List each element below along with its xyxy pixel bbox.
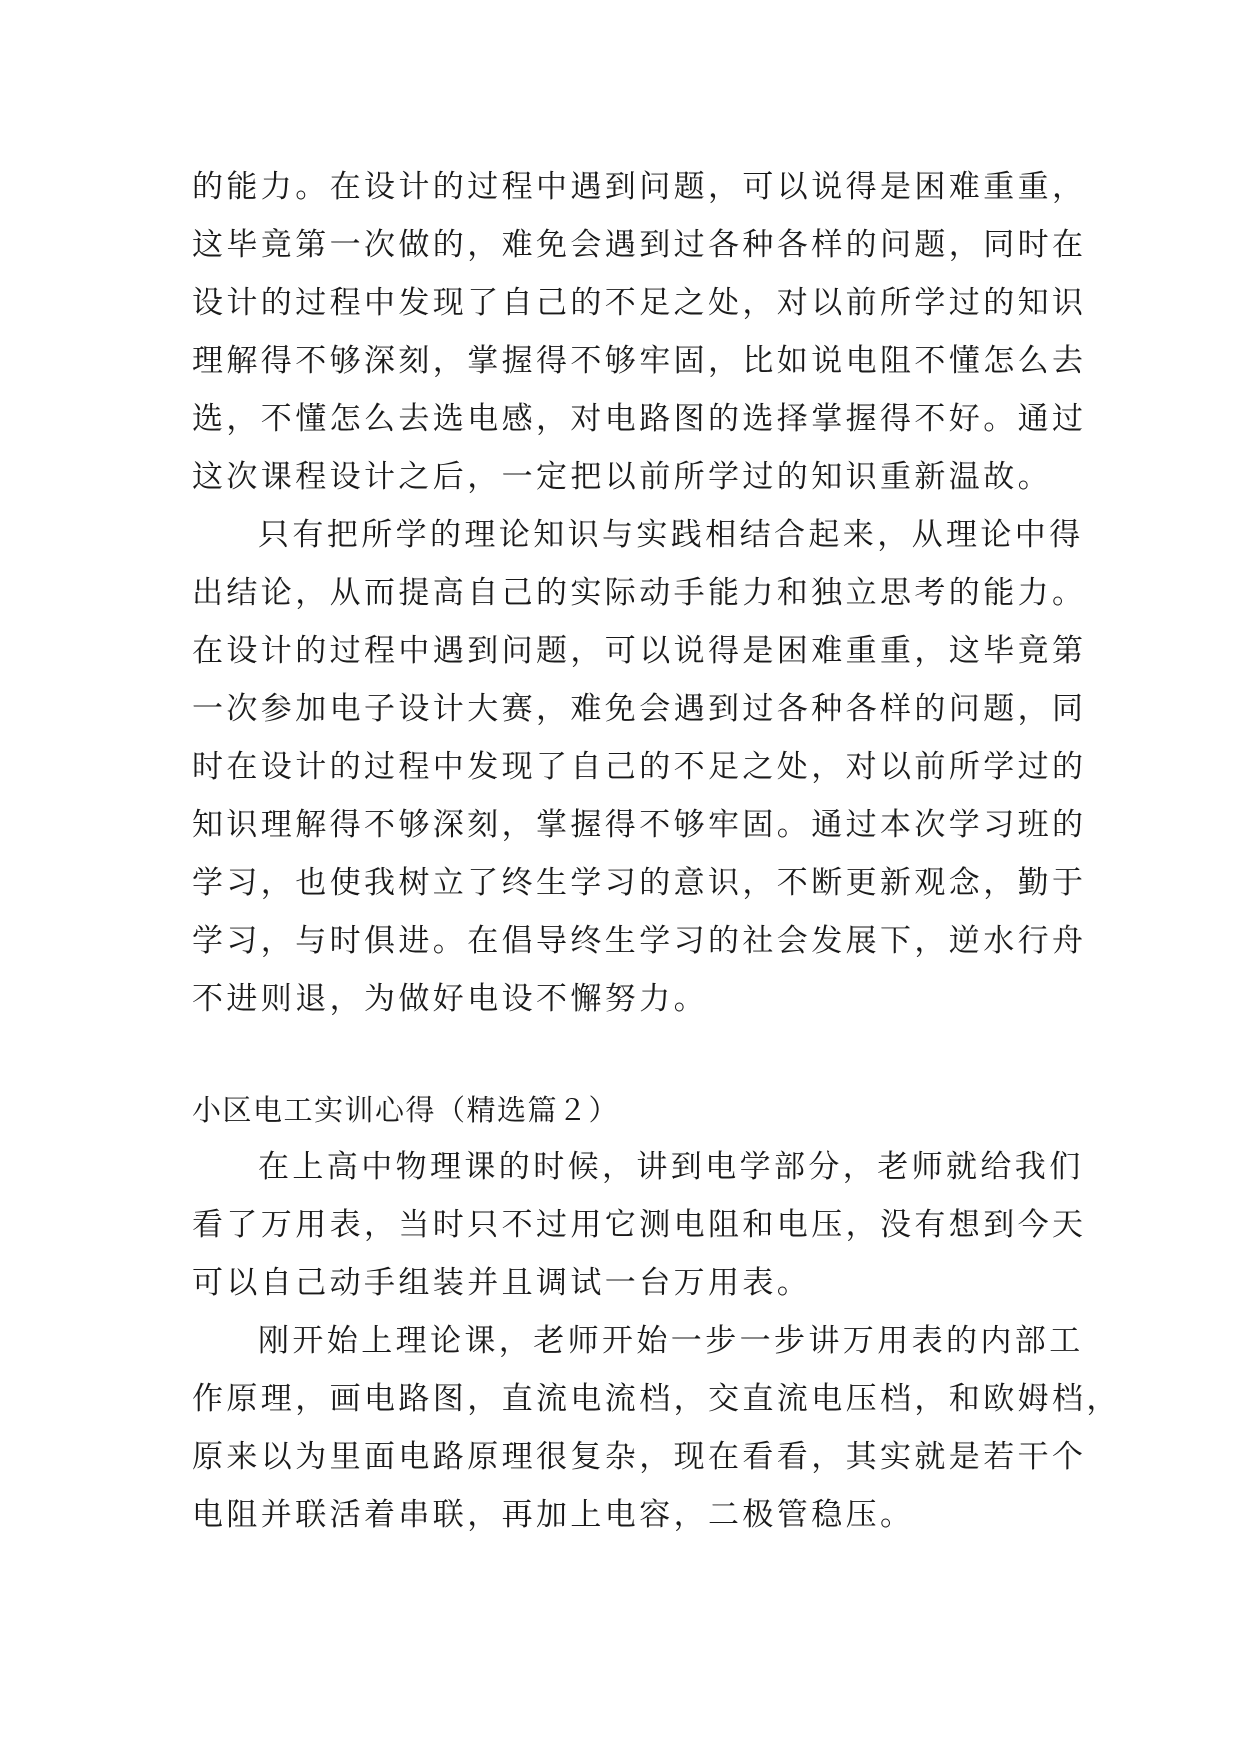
paragraph-line: 的能力。在设计的过程中遇到问题，可以说得是困难重重， xyxy=(192,169,1087,205)
paragraph-line: 出结论，从而提高自己的实际动手能力和独立思考的能力。 xyxy=(192,575,1087,611)
paragraph-line: 刚开始上理论课，老师开始一步一步讲万用表的内部工 xyxy=(258,1323,1084,1359)
paragraph xyxy=(192,506,1087,1028)
paragraph-line: 在设计的过程中遇到问题，可以说得是困难重重，这毕竟第 xyxy=(192,633,1087,669)
paragraph-line: 理解得不够深刻，掌握得不够牢固，比如说电阻不懂怎么去 xyxy=(192,343,1087,379)
section-heading: 小区电工实训心得（精选篇２） xyxy=(192,1093,620,1127)
paragraph-line: 只有把所学的理论知识与实践相结合起来，从理论中得 xyxy=(258,517,1084,553)
paragraph-line: 看了万用表，当时只不过用它测电阻和电压，没有想到今天 xyxy=(192,1207,1087,1243)
paragraph-line: 时在设计的过程中发现了自己的不足之处，对以前所学过的 xyxy=(192,749,1087,785)
paragraph-line: 作原理，画电路图，直流电流档，交直流电压档，和欧姆档， xyxy=(192,1381,1121,1417)
paragraph-continued xyxy=(192,158,1087,506)
paragraph xyxy=(192,1138,1087,1312)
section-2 xyxy=(192,1082,1121,1544)
paragraph-line: 原来以为里面电路原理很复杂，现在看看，其实就是若干个 xyxy=(192,1439,1087,1475)
paragraph-line: 在上高中物理课的时候，讲到电学部分，老师就给我们 xyxy=(258,1149,1084,1185)
paragraph-line: 这次课程设计之后，一定把以前所学过的知识重新温故。 xyxy=(192,459,1052,495)
paragraph xyxy=(192,1312,1121,1544)
paragraph-line: 设计的过程中发现了自己的不足之处，对以前所学过的知识 xyxy=(192,285,1087,321)
paragraph-line: 知识理解得不够深刻，掌握得不够牢固。通过本次学习班的 xyxy=(192,807,1087,843)
paragraph-line: 可以自己动手组装并且调试一台万用表。 xyxy=(192,1265,812,1301)
paragraph-line: 学习，与时俱进。在倡导终生学习的社会发展下，逆水行舟 xyxy=(192,923,1087,959)
paragraph-line: 学习，也使我树立了终生学习的意识，不断更新观念，勤于 xyxy=(192,865,1087,901)
paragraph-line: 不进则退，为做好电设不懈努力。 xyxy=(192,981,708,1017)
paragraph-line: 选，不懂怎么去选电感，对电路图的选择掌握得不好。通过 xyxy=(192,401,1087,437)
section-1-body xyxy=(192,158,1087,1028)
paragraph-line: 这毕竟第一次做的，难免会遇到过各种各样的问题，同时在 xyxy=(192,227,1087,263)
paragraph-line: 一次参加电子设计大赛，难免会遇到过各种各样的问题，同 xyxy=(192,691,1087,727)
paragraph-line: 电阻并联活着串联，再加上电容，二极管稳压。 xyxy=(192,1497,915,1533)
